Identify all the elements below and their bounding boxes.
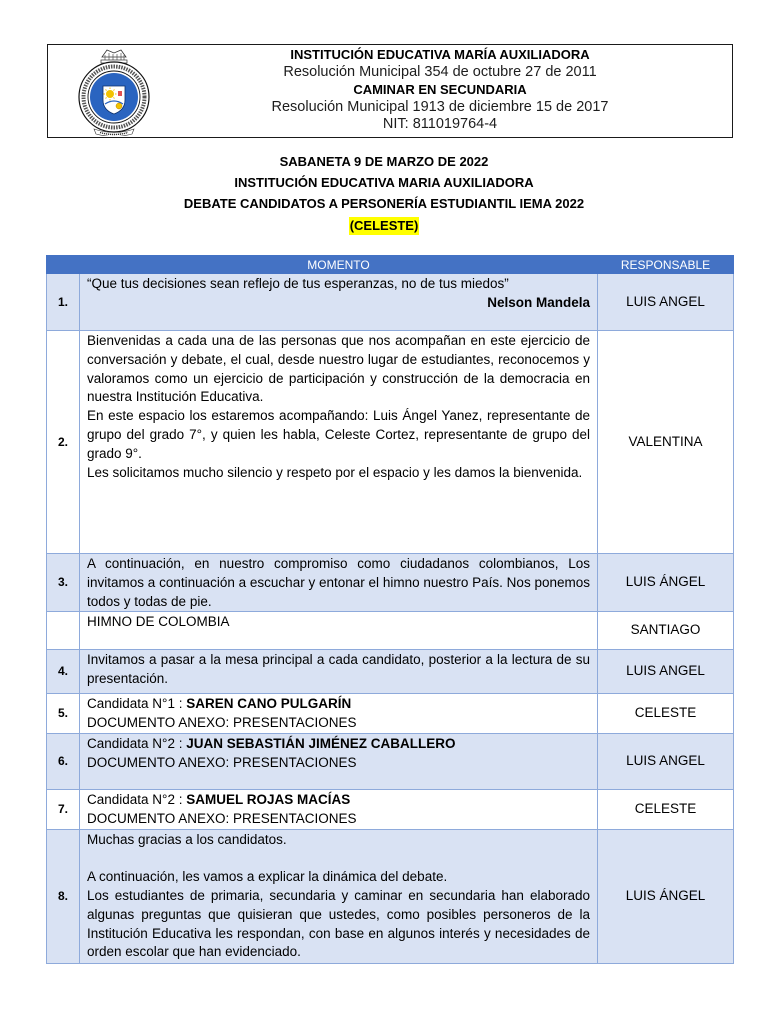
momento-cell (80, 733, 598, 789)
table-row (47, 612, 734, 650)
table-row (47, 554, 734, 612)
table-row (47, 829, 734, 963)
momento-cell (80, 694, 598, 734)
program-name: CAMINAR EN SECUNDARIA (353, 82, 527, 97)
table-row (47, 331, 734, 554)
responsable-cell: CELESTE (598, 694, 734, 734)
resolution-2011: Resolución Municipal 354 de octubre 27 de 2011 (283, 63, 597, 80)
table-row (47, 789, 734, 829)
table-header-row (47, 256, 734, 274)
annex-note: DOCUMENTO ANEXO: PRESENTACIONES (87, 810, 357, 826)
table-row (47, 650, 734, 694)
responsable-cell: LUIS ANGEL (598, 274, 734, 331)
candidate-line (87, 695, 590, 714)
candidate-label: Candidata N°1 : (87, 696, 183, 712)
row-number: 1. (47, 274, 80, 331)
row-number (47, 612, 80, 650)
school-seal-icon (74, 46, 154, 136)
responsable-cell: VALENTINA (598, 331, 734, 554)
candidate-name: SAREN CANO PULGARÍN (186, 696, 352, 712)
presenter-label: (CELESTE) (349, 217, 419, 233)
momento-cell (80, 829, 598, 963)
annex-note: DOCUMENTO ANEXO: PRESENTACIONES (87, 754, 357, 770)
presenter-line (0, 214, 768, 235)
candidate-label: Candidata N°2 : (87, 791, 183, 807)
paragraph: Les solicitamos mucho silencio y respeto por el espacio y les damos la bienvenida. (87, 464, 583, 480)
date-line: SABANETA 9 DE MARZO DE 2022 (279, 154, 489, 169)
row-number: 4. (47, 650, 80, 694)
candidate-name: JUAN SEBASTIÁN JIMÉNEZ CABALLERO (186, 735, 456, 751)
candidate-line (87, 791, 590, 810)
letterhead-text (160, 46, 720, 134)
agenda-table (46, 255, 734, 964)
logo-emblem (90, 73, 138, 121)
responsable-column-header: RESPONSABLE (598, 256, 734, 274)
momento-column-header: MOMENTO (80, 256, 598, 274)
candidate-line (87, 735, 590, 754)
candidate-label: Candidata N°2 : (87, 735, 183, 751)
momento-cell (80, 554, 598, 612)
number-column-header (47, 256, 80, 274)
momento-cell (80, 612, 598, 650)
momento-cell (80, 650, 598, 694)
responsable-cell: SANTIAGO (598, 612, 734, 650)
candidate-name: SAMUEL ROJAS MACÍAS (186, 791, 351, 807)
row-number: 3. (47, 554, 80, 612)
row-number: 2. (47, 331, 80, 554)
school-logo (74, 46, 154, 136)
institution-name: INSTITUCIÓN EDUCATIVA MARÍA AUXILIADORA (290, 47, 590, 62)
paragraph: Muchas gracias a los candidatos. (87, 831, 287, 847)
logo-crest (101, 50, 127, 63)
responsable-cell: LUIS ANGEL (598, 650, 734, 694)
table-row (47, 694, 734, 734)
row-number: 6. (47, 733, 80, 789)
paragraph: HIMNO DE COLOMBIA (87, 614, 230, 630)
table-row (47, 274, 734, 331)
annex-note: DOCUMENTO ANEXO: PRESENTACIONES (87, 715, 357, 731)
row-number: 5. (47, 694, 80, 734)
momento-cell (80, 331, 598, 554)
quote-author: Nelson Mandela (487, 294, 590, 310)
row-number: 8. (47, 829, 80, 963)
blank-line (87, 849, 590, 868)
resolution-2017: Resolución Municipal 1913 de diciembre 15 de 2017 (271, 98, 609, 115)
paragraph: A continuación, en nuestro compromiso como ciudadanos colombianos, Los invitamos a continuación a escuchar y entonar el himno nuestro País. Nos ponemos todos y todas de pie. (87, 556, 590, 609)
momento-cell (80, 789, 598, 829)
responsable-cell: LUIS ÁNGEL (598, 829, 734, 963)
momento-cell (80, 274, 598, 331)
paragraph: Bienvenidas a cada una de las personas que nos acompañan en este ejercicio de conversación y debate, el cual, desde nuestro lugar de estudiantes, reconocemos y valoramos como un ejercicio de participación y construcción de la democracia en nuestra Institución Educativa. (87, 333, 590, 405)
paragraph: En este espacio los estaremos acompañando: Luis Ángel Yanez, representante de grupo del grado 7°, y quien les habla, Celeste Cortez, representante de grupo del grado 9°. (87, 408, 590, 461)
row-number: 7. (47, 789, 80, 829)
letterhead (47, 44, 733, 138)
paragraph: Invitamos a pasar a la mesa principal a cada candidato, posterior a la lectura de su presentación. (87, 652, 590, 687)
paragraph: Los estudiantes de primaria, secundaria y caminar en secundaria han elaborado algunas preguntas que quisieran que ustedes, como posibles personeros de la Institución Educativa les respondan, con base en algunos interés y necesidades de orden escolar que han evidenciado. (87, 887, 590, 960)
responsable-cell: LUIS ÁNGEL (598, 554, 734, 612)
document-headings (0, 151, 768, 235)
quote-text: “Que tus decisiones sean reflejo de tus esperanzas, no de tus miedos” (87, 276, 509, 291)
table-row (47, 733, 734, 789)
event-title: DEBATE CANDIDATOS A PERSONERÍA ESTUDIANTIL IEMA 2022 (183, 196, 585, 211)
responsable-cell: CELESTE (598, 789, 734, 829)
nit-number: NIT: 811019764-4 (382, 116, 498, 132)
responsable-cell: LUIS ANGEL (598, 733, 734, 789)
institution-heading: INSTITUCIÓN EDUCATIVA MARIA AUXILIADORA (234, 175, 534, 190)
paragraph: A continuación, les vamos a explicar la dinámica del debate. (87, 869, 448, 885)
